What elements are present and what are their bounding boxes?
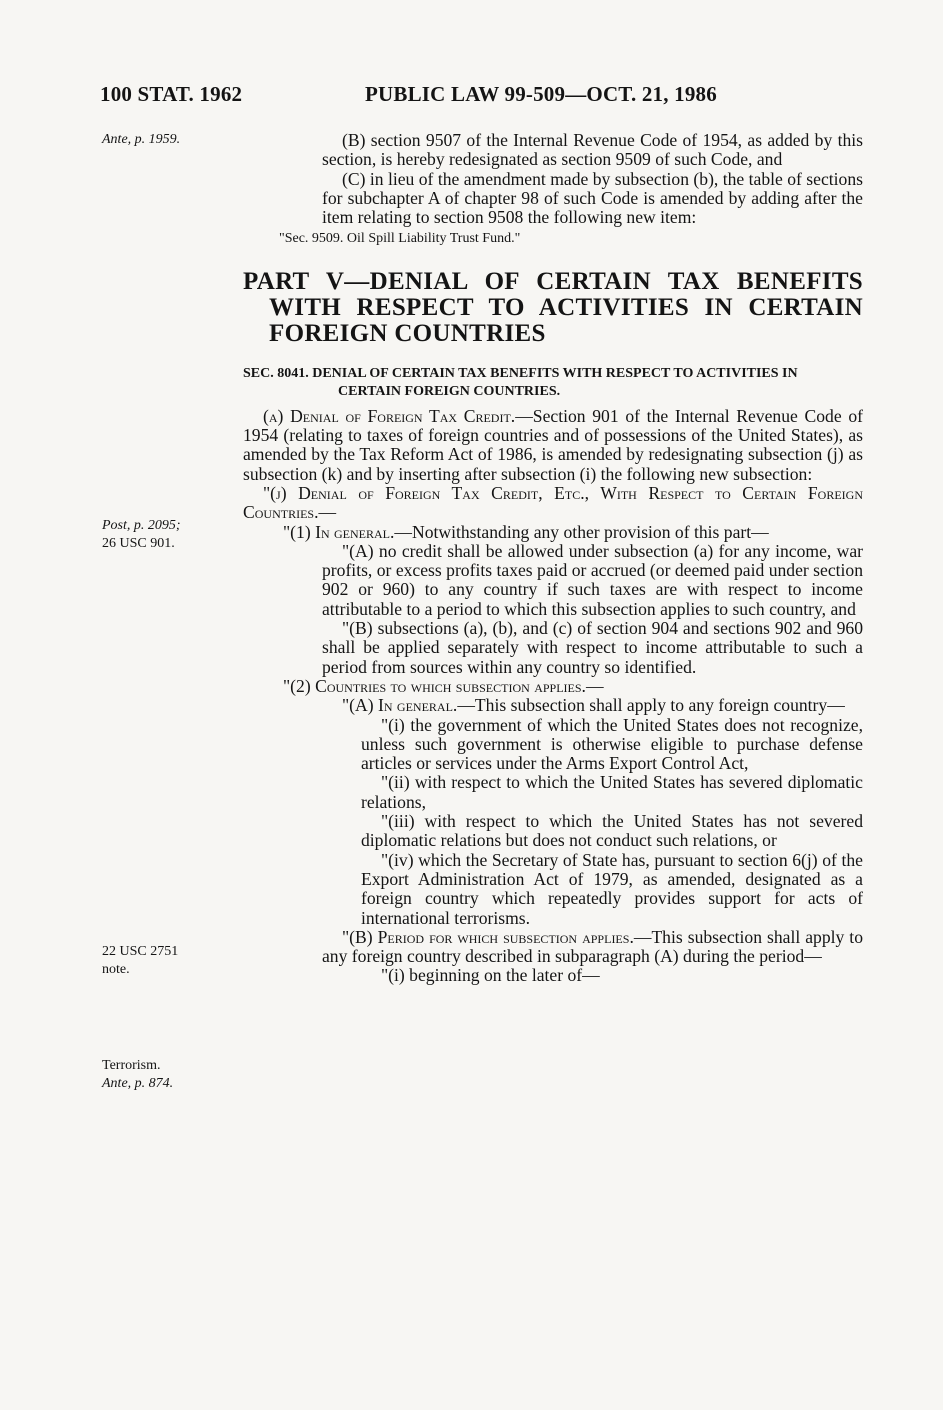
subparagraph-1b: "(B) subsections (a), (b), and (c) of section 904 and sections 902 and 960 shall be applied separately with respect to income attributable to such a period from sources within any country so identified. bbox=[322, 618, 863, 677]
clause-iii: "(iii) with respect to which the United States has not severed diplomatic relations but does not conduct such relations, or bbox=[361, 811, 863, 851]
clause-i: "(i) the government of which the United States does not recognize, unless such government is otherwise eligible to purchase defense articles or services under the Arms Export Control Act, bbox=[361, 714, 863, 774]
section-8041-heading: SEC. 8041. DENIAL OF CERTAIN TAX BENEFITS WITH RESPECT TO ACTIVITIES IN CERTAIN FOREIGN COUNTRIES. bbox=[243, 365, 798, 399]
running-title: PUBLIC LAW 99-509—OCT. 21, 1986 bbox=[365, 82, 717, 106]
margin-note-22-usc: 22 USC 2751 note. bbox=[102, 944, 179, 977]
subparagraph-2a: "(A) In general.—This subsection shall apply to any foreign country— bbox=[342, 695, 845, 716]
subsection-a-heading: (a) Denial of Foreign Tax Credit. bbox=[263, 405, 516, 426]
subsection-j-heading: "(j) Denial of Foreign Tax Credit, Etc., With Respect to Certain Foreign Countries.— bbox=[243, 482, 863, 523]
page-header bbox=[100, 82, 860, 112]
subparagraph-1a: "(A) no credit shall be allowed under subsection (a) for any income, war profits, or excess profits taxes paid or accrued (or deemed paid under section 902 or 960) to any country if such taxes are with respect to income attributable to a period to which this subsection applies to such country, and bbox=[322, 540, 863, 619]
clause-ii: "(ii) with respect to which the United States has severed diplomatic relations, bbox=[361, 772, 863, 812]
subsection-a: (a) Denial of Foreign Tax Credit.—Section 901 of the Internal Revenue Code of 1954 (relating to taxes of foreign countries and of possessions of the United States), as amended by the Tax Reform Act of 1986, is amended by redesignating subsection (j) as subsection (k) and by inserting after subsection (i) the following new subsection: bbox=[243, 405, 863, 484]
paragraph-2-heading: "(2) Countries to which subsection applies.— bbox=[283, 675, 604, 696]
paragraph-b: (B) section 9507 of the Internal Revenue Code of 1954, as added by this section, is hereby redesignated as section 9509 of such Code, and bbox=[322, 130, 863, 170]
margin-note-ante-1959: Ante, p. 1959. bbox=[102, 132, 181, 147]
margin-note-post-2095: Post, p. 2095; 26 USC 901. bbox=[102, 518, 181, 551]
new-item-sec-9509: "Sec. 9509. Oil Spill Liability Trust Fund." bbox=[279, 231, 521, 247]
subparagraph-2b: "(B) Period for which subsection applies.—This subsection shall apply to any foreign country described in subparagraph (A) during the period— bbox=[322, 926, 863, 967]
statute-body bbox=[243, 131, 863, 986]
paragraph-c: (C) in lieu of the amendment made by subsection (b), the table of sections for subchapter A of chapter 98 of such Code is amended by adding after the item relating to section 9508 the following new item: bbox=[322, 168, 863, 228]
stat-page-number: 100 STAT. 1962 bbox=[100, 82, 243, 106]
paragraph-1: "(1) In general.—Notwithstanding any other provision of this part— bbox=[283, 521, 769, 542]
part-v-heading: PART V—DENIAL OF CERTAIN TAX BENEFITS WITH RESPECT TO ACTIVITIES IN CERTAIN FOREIGN COUNTRIES bbox=[243, 267, 863, 347]
clause-b-i: "(i) beginning on the later of— bbox=[381, 965, 600, 986]
clause-iv: "(iv) which the Secretary of State has, pursuant to section 6(j) of the Export Administration Act of 1979, as amended, designated as a foreign country which repeatedly provides support for acts of international terrorisms. bbox=[361, 849, 863, 928]
margin-note-terrorism: Terrorism. Ante, p. 874. bbox=[102, 1058, 174, 1091]
